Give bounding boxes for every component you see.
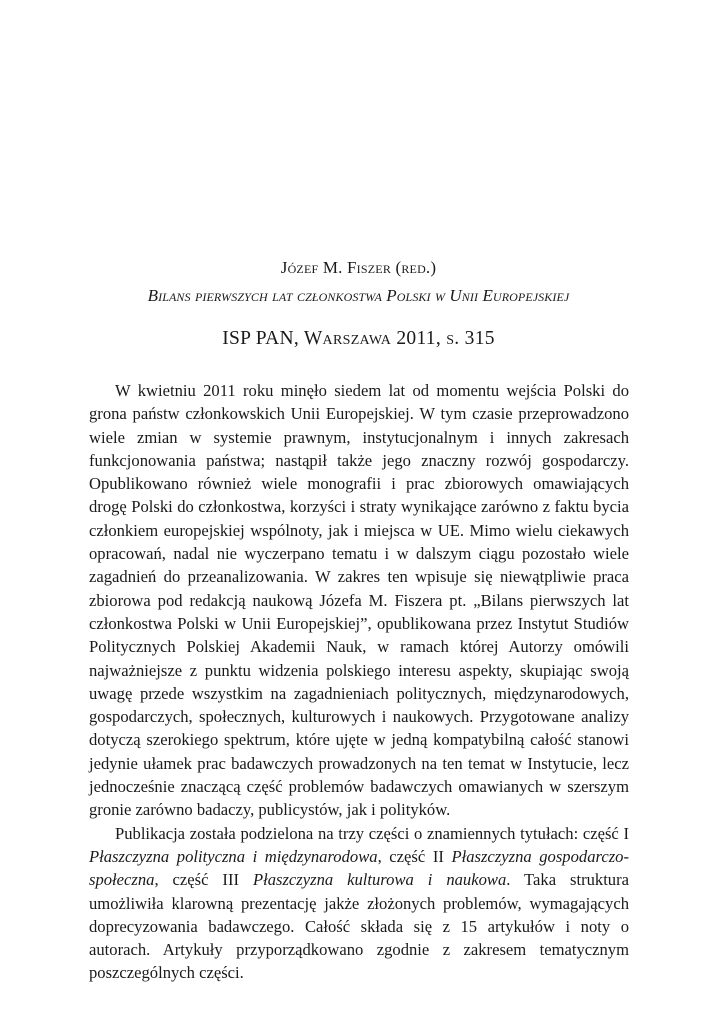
- publication-info: ISP PAN, Warszawa 2011, s. 315: [222, 328, 495, 349]
- paragraph-1: W kwietniu 2011 roku minęło siedem lat od momentu wejścia Polski do grona państw członkowskich Unii Europejskiej. W tym czasie przeprowadzono wiele zmian w systemie prawnym, instytucjonalnym i innych zakresach funkcjonowania państwa; nastąpił także jego znaczny rozwój gospodarczy. Opublikowano również wiele monografii i prac zbiorowych omawiających drogę Polski do członkostwa, korzyści i straty wynikające zarówno z faktu bycia członkiem europejskiej wspólnoty, jak i miejsca w UE. Mimo wielu ciekawych opracowań, nadal nie wyczerpano tematu i w dalszym ciągu pozostało wiele zagadnień do przeanalizowania. W zakres ten wpisuje się niewątpliwie praca zbiorowa pod redakcją naukową Józefa M. Fiszera pt. „Bilans pierwszych lat członkostwa Polski w Unii Europejskiej”, opublikowana przez Instytut Studiów Politycznych Polskiej Akademii Nauk, w ramach której Autorzy omówili najważniejsze z punktu widzenia polskiego interesu aspekty, skupiając swoją uwagę przede wszystkim na zagadnieniach politycznych, międzynarodowych, gospodarczych, społecznych, kulturowych i naukowych. Przygotowane analizy dotyczą szerokiego spektrum, które ujęte w jedną kompatybilną całość stanowi jedynie ułamek prac badawczych prowadzonych na ten temat w Instytucie, lecz jednocześnie znaczącą część problemów badawczych omawianych w szerszym gronie zarówno badaczy, publicystów, jak i polityków.: [89, 381, 629, 820]
- book-author: Józef M. Fiszer (red.): [280, 258, 437, 277]
- paragraph-2-text-b: , część II: [377, 846, 452, 866]
- review-body: [89, 379, 629, 985]
- part-3-title: Płaszczyzna kulturowa i naukowa: [252, 870, 507, 890]
- book-title: Bilans pierwszych lat członkostwa Polski w Unii Europejskiej: [147, 286, 570, 305]
- paragraph-2-text-c: , część III: [154, 870, 253, 890]
- part-2-title: Płaszczyzna gospodarczo-społeczna: [89, 846, 629, 890]
- paragraph-2-text-d: . Taka struktura umożliwiła klarowną prezentację jakże złożonych problemów, wymagających doprecyzowania badawczego. Całość składa się z 15 artykułów i noty o autorach. Artykuły przyporządkowano zgodnie z zakresem tematycznym poszczególnych części.: [89, 870, 629, 983]
- part-1-title: Płaszczyzna polityczna i międzynarodowa: [89, 846, 378, 866]
- paragraph-2-text-a: Publikacja została podzielona na trzy części o znamiennych tytułach: część I: [115, 823, 629, 843]
- paragraph-2: [89, 822, 629, 985]
